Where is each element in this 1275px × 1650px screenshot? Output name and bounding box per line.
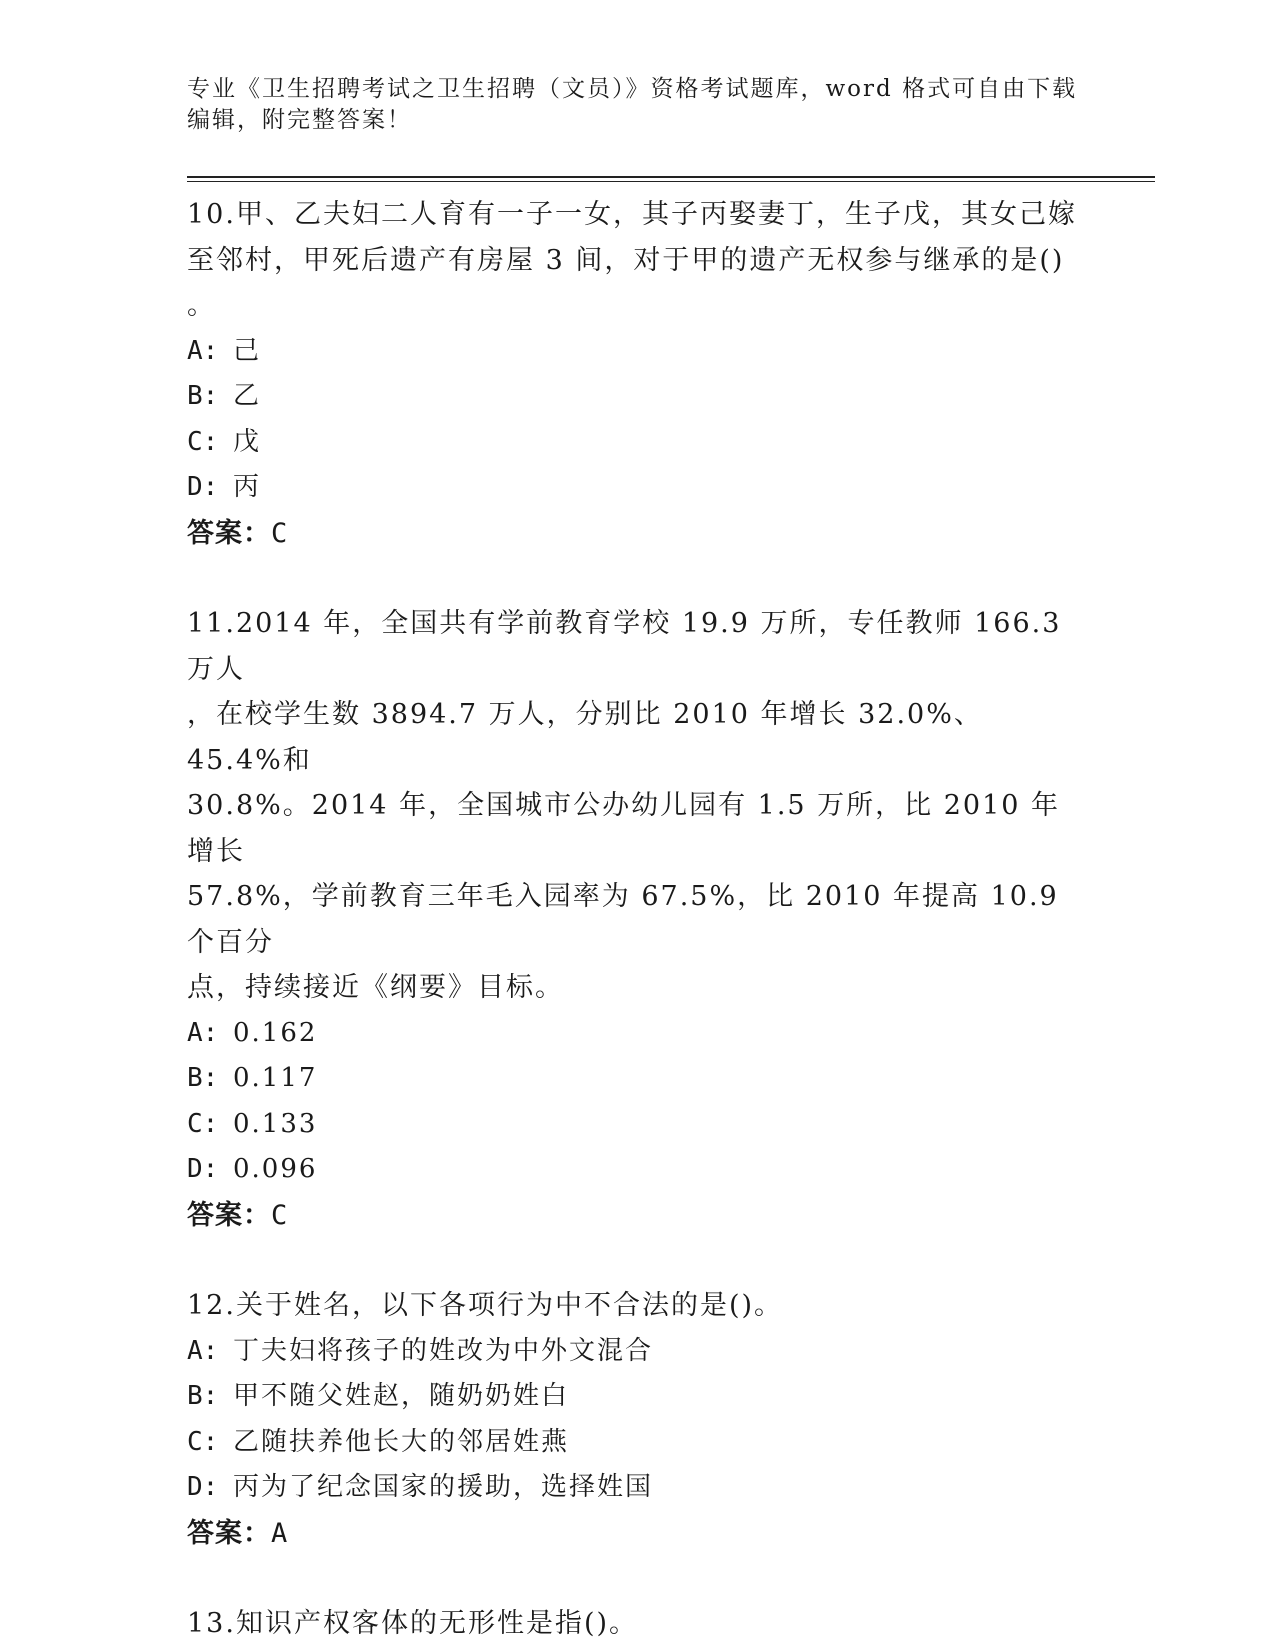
question-10-option-c: C: 戊 [187, 426, 262, 457]
question-10-stem-line-1: 10.甲、乙夫妇二人育有一子一女，其子丙娶妻丁，生子戊，其女己嫁 [187, 199, 1077, 230]
question-12-option-b: B: 甲不随父姓赵，随奶奶姓白 [187, 1381, 570, 1411]
question-list [187, 192, 1077, 1647]
question-11-stem-line-3: 30.8%。2014 年，全国城市公办幼儿园有 1.5 万所，比 2010 年增长 [187, 790, 1061, 867]
question-11-option-c: C: 0.133 [187, 1108, 318, 1139]
question-11-option-b: B: 0.117 [187, 1063, 318, 1093]
question-12-stem-line-1: 12.关于姓名，以下各项行为中不合法的是()。 [187, 1290, 784, 1321]
question-10 [187, 192, 1077, 556]
question-11-stem-line-4: 57.8%，学前教育三年毛入园率为 67.5%，比 2010 年提高 10.9 个百分 [187, 881, 1059, 958]
question-12 [187, 1283, 1077, 1556]
question-10-option-d: D: 丙 [187, 472, 262, 502]
question-12-option-a: A: 丁夫妇将孩子的姓改为中外文混合 [187, 1335, 654, 1366]
question-11-option-a: A: 0.162 [187, 1017, 318, 1048]
question-12-option-c: C: 乙随扶养他长大的邻居姓燕 [187, 1426, 570, 1457]
question-10-answer: 答案：C [187, 517, 289, 549]
question-13-stem-line-1: 13.知识产权客体的无形性是指()。 [187, 1608, 639, 1639]
question-11-stem-line-2: ，在校学生数 3894.7 万人，分别比 2010 年增长 32.0%、45.4%和 [187, 699, 983, 776]
question-10-stem-line-2: 至邻村，甲死后遗产有房屋 3 间，对于甲的遗产无权参与继承的是() [187, 244, 1065, 276]
question-10-option-b: B: 乙 [187, 381, 262, 411]
question-12-option-d: D: 丙为了纪念国家的援助，选择姓国 [187, 1472, 654, 1502]
question-10-option-a: A: 己 [187, 335, 262, 366]
question-11 [187, 601, 1077, 1238]
question-13 [187, 1601, 1077, 1647]
question-11-option-d: D: 0.096 [187, 1154, 318, 1184]
question-11-stem-line-5: 点，持续接近《纲要》目标。 [187, 972, 564, 1003]
header-line-2: 编辑，附完整答案！ [187, 107, 412, 133]
question-12-answer: 答案：A [187, 1517, 289, 1549]
question-11-stem-line-1: 11.2014 年，全国共有学前教育学校 19.9 万所，专任教师 166.3 万人 [187, 608, 1062, 685]
document-header [187, 74, 1087, 136]
header-divider-thin [187, 181, 1155, 182]
header-line-1: 专业《卫生招聘考试之卫生招聘（文员）》资格考试题库，word 格式可自由下载 [187, 76, 1078, 102]
header-divider-thick [187, 176, 1155, 178]
question-11-answer: 答案：C [187, 1199, 289, 1231]
question-10-stem-line-3: 。 [187, 290, 216, 321]
